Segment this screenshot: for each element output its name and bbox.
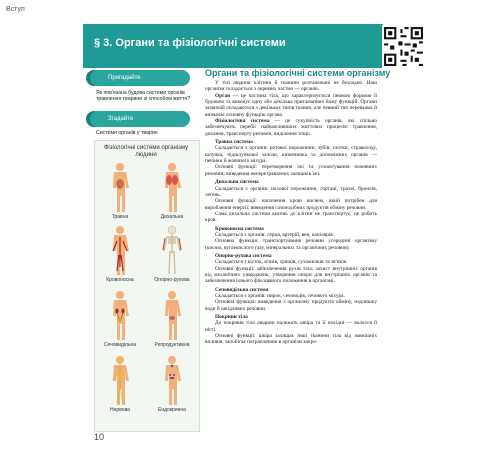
paragraph: Основна функція: виведення з організму продуктів обміну, надлишку води й шкідливих речовин. <box>205 299 377 312</box>
endocrine-system-figure <box>160 355 184 405</box>
subheading: Дихальна система <box>215 179 259 186</box>
figure-label: Кровоносна <box>106 277 134 283</box>
figure-label: Дихальна <box>160 214 184 220</box>
recall-question: Як пов'язана будова системи органів травлення тварини зі способом життя? <box>96 90 191 103</box>
subheading: Кровоносна система <box>215 225 264 232</box>
term: Фізіологічна система <box>215 118 270 125</box>
subheading: Травна система <box>215 139 253 146</box>
paragraph: Основна функція: транспортування речовин усередині організму (кисню, вуглекислого газу, мінеральних та органічних речовин). <box>205 238 377 251</box>
reproductive-system-figure <box>160 290 184 340</box>
page-title: § 3. Органи та фізіологічні системи <box>94 37 286 49</box>
paragraph: Сама дихальна система кисень до клітин не транспортує, це робить кров. <box>205 210 377 224</box>
paragraph: Орган — це частина тіла, що характеризується певною формою й будовою та виконує одну або декілька притаманних йому функцій. Органи зазвичай складаються з декількох типів тканин, але певний тип переважає й визначає основну функцію органа. <box>205 92 377 118</box>
subheading: Опорно-рухова система <box>215 252 272 259</box>
digestive-system-figure <box>108 162 132 212</box>
figure-title: Фізіологічні системи організму людини <box>103 145 189 158</box>
excretory-system-figure <box>108 290 132 340</box>
subheading: Сечовидільна система <box>215 286 269 293</box>
musculoskeletal-system-figure <box>160 225 184 275</box>
remember-heading: Згадайте <box>90 111 190 127</box>
paragraph: Основні функції: шкіра захищає інші тканини тіла від зовнішніх впливів, запобігає потраплянню в організм мікро- <box>205 333 377 346</box>
subheading: Покриви тіла <box>215 314 248 321</box>
paragraph: Складається з органів: серця, артерій, вен, капілярів. <box>215 231 335 238</box>
main-text <box>205 80 377 346</box>
page-number: 10 <box>94 432 105 442</box>
figure-label: Травна <box>111 214 129 220</box>
figure-label: Опорно-рухова <box>154 277 190 283</box>
respiratory-system-figure <box>160 162 184 212</box>
paragraph: Складається з органів: нирок, сечоводів, сечового міхура. <box>215 293 345 299</box>
paragraph: Основні функції: забезпечення рухів тіла; захист внутрішніх органів від механічних ушкоджень; утворення опори для внутрішніх органів та забезпечення їхнього фіксованого положення в організмі. <box>205 265 377 285</box>
circulatory-system-figure <box>108 225 132 275</box>
paragraph: Основні функції: насичення крові киснем, який потрібен для вироблення енергії; виведення газоподібних продуктів обміну речовин. <box>205 198 377 211</box>
recall-heading: Пригадайте <box>90 70 190 86</box>
remember-text: Системи органів у тварин <box>96 130 158 136</box>
paragraph: Складається з органів: ротової порожнини, зубів, глотки, стравоходу, шлунка, підшлункової залози, кишечника та допоміжних органів — печінки й жовчного міхура. <box>205 145 377 165</box>
section-heading: Органи та фізіологічні системи організму <box>205 68 391 78</box>
figure-label: Нервова <box>110 407 130 413</box>
paragraph: Основні функції: перетворення їжі та усмоктування поживних речовин; виведення неперетравлених залишків їжі. <box>205 164 377 177</box>
section-label: Вступ <box>6 6 25 13</box>
paragraph: Складається з органів: носової порожнини, гортані, трахеї, бронхів, легень. <box>205 185 377 198</box>
qr-code-icon[interactable] <box>382 25 425 68</box>
figure-label: Ендокринна <box>158 407 186 413</box>
paragraph: Складається з кісток, м'язів, хрящів, сухожилків та зв'язок. <box>215 259 348 266</box>
paragraph: У тілі людини клітини й тканини розташовані не безладно. Наш організм складається з окремих частин — органів. <box>205 80 377 93</box>
paragraph: До покривів тіла людини належать шкіра та її похідні — волосся й нігті. <box>205 320 377 333</box>
nervous-system-figure <box>108 355 132 405</box>
paragraph: Фізіологічна система — це сукупність органів, які спільно забезпечують перебіг найважливіших життєвих процесів: травлення, дихання, транспорту речовин, виділення тощо. <box>205 118 377 137</box>
term: Орган <box>215 92 231 99</box>
figure-label: Сечовидільна <box>103 342 137 348</box>
figure-label: Репродуктивна <box>154 342 190 348</box>
